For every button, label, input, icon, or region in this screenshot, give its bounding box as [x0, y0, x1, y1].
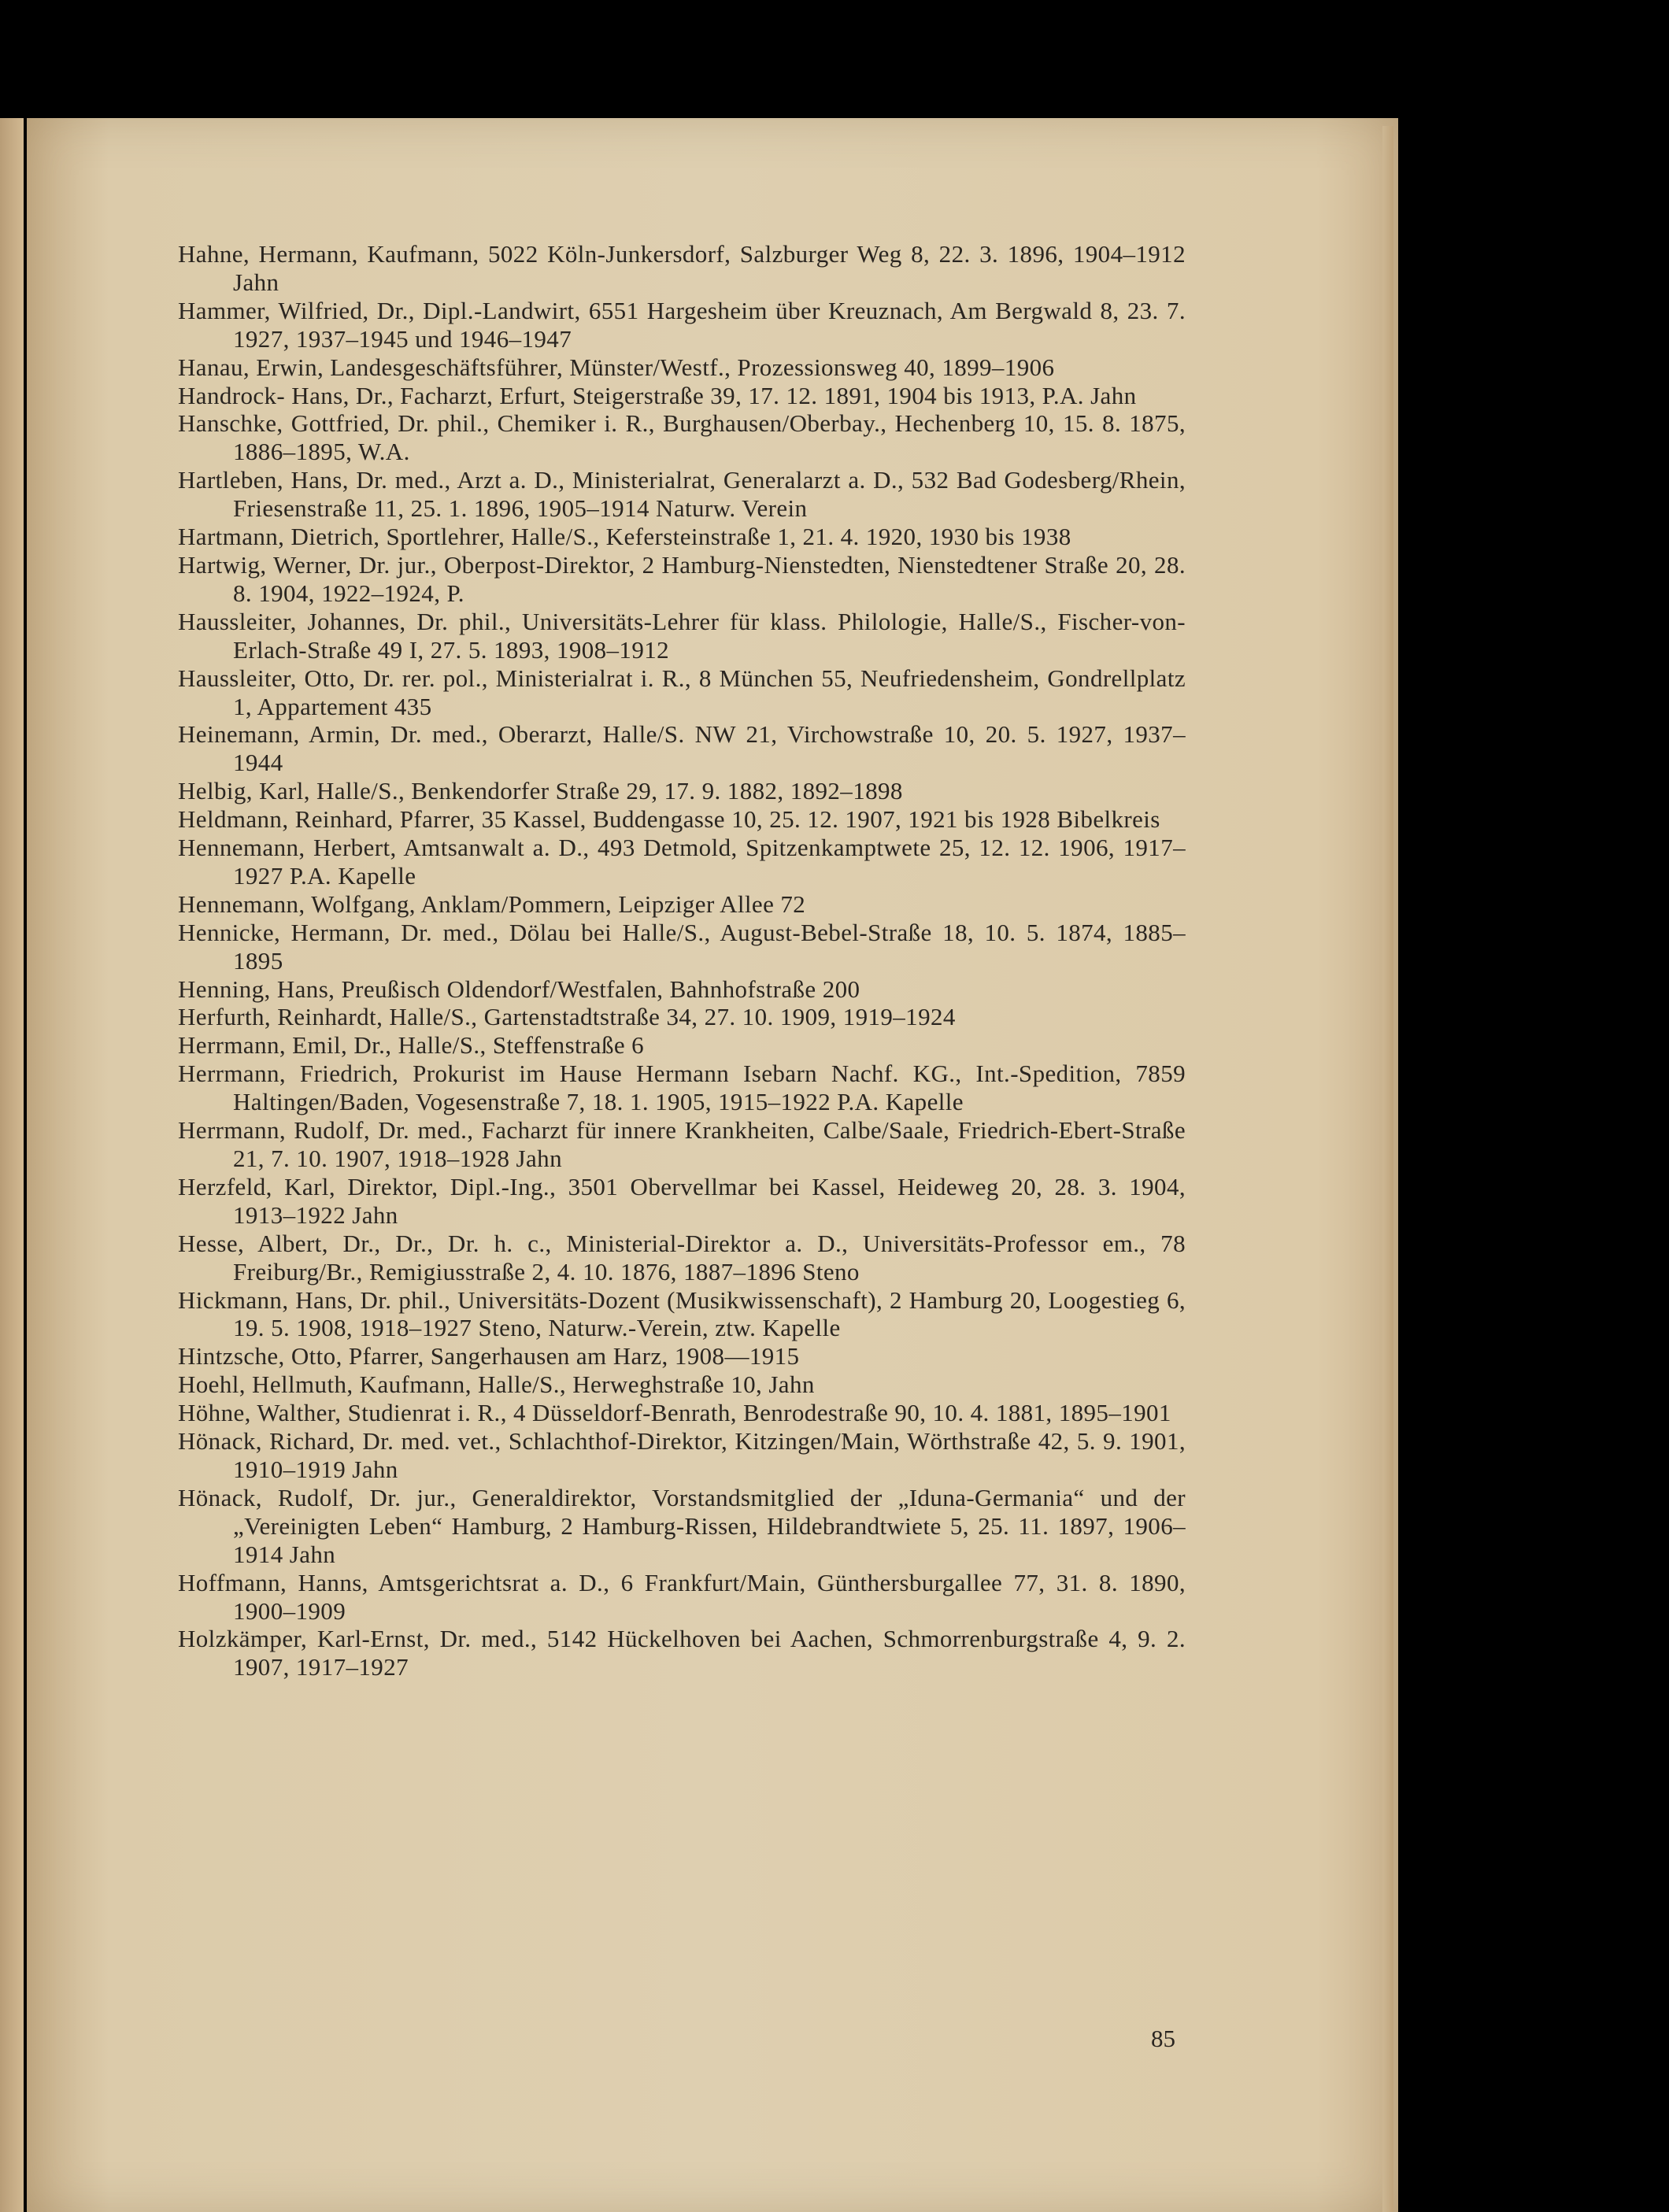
directory-entry: Haussleiter, Otto, Dr. rer. pol., Ministerialrat i. R., 8 München 55, Neufriedensheim, Gondrellplatz 1, Appartement 435 — [178, 664, 1186, 720]
directory-entry: Hartwig, Werner, Dr. jur., Oberpost-Direktor, 2 Hamburg-Nienstedten, Nienstedtener Straße 20, 28. 8. 1904, 1922–1924, P. — [178, 550, 1186, 607]
directory-entry: Henning, Hans, Preußisch Oldendorf/Westfalen, Bahnhofstraße 200 — [178, 975, 860, 1003]
directory-entry: Herrmann, Friedrich, Prokurist im Hause Hermann Isebarn Nachf. KG., Int.-Spedition, 7859 Haltingen/Baden, Vogesenstraße 7, 18. 1. 1905, 1915–1922 P.A. Kapelle — [178, 1060, 1186, 1116]
directory-entry: Hesse, Albert, Dr., Dr., Dr. h. c., Ministerial-Direktor a. D., Universitäts-Professor em., 78 Freiburg/Br., Remigiusstraße 2, 4. 10. 1876, 1887–1896 Steno — [178, 1229, 1186, 1285]
page-fore-edge — [1382, 126, 1393, 2212]
directory-entry: Hennemann, Wolfgang, Anklam/Pommern, Leipziger Allee 72 — [178, 890, 806, 918]
directory-entry: Holzkämper, Karl-Ernst, Dr. med., 5142 Hückelhoven bei Aachen, Schmorrenburgstraße 4, 9. 2. 1907, 1917–1927 — [178, 1625, 1186, 1681]
left-page-edge — [0, 118, 24, 2212]
directory-entry: Hönack, Richard, Dr. med. vet., Schlachthof-Direktor, Kitzingen/Main, Wörthstraße 42, 5. 9. 1901, 1910–1919 Jahn — [178, 1427, 1186, 1483]
directory-entry: Hennicke, Hermann, Dr. med., Dölau bei Halle/S., August-Bebel-Straße 18, 10. 5. 1874, 1885–1895 — [178, 918, 1186, 975]
directory-entry: Hanau, Erwin, Landesgeschäftsführer, Münster/Westf., Prozessionsweg 40, 1899–1906 — [178, 353, 1055, 381]
directory-entry: Hönack, Rudolf, Dr. jur., Generaldirektor, Vorstandsmitglied der „Iduna-Germania“ und der „Vereinigten Leben“ Hamburg, 2 Hamburg-Rissen, Hildebrandtwiete 5, 25. 11. 1897, 1906–1914 Jahn — [178, 1483, 1186, 1568]
directory-entry: Herzfeld, Karl, Direktor, Dipl.-Ing., 3501 Obervellmar bei Kassel, Heideweg 20, 28. 3. 1904, 1913–1922 Jahn — [178, 1172, 1186, 1229]
directory-entry: Herfurth, Reinhardt, Halle/S., Gartenstadtstraße 34, 27. 10. 1909, 1919–1924 — [178, 1003, 956, 1031]
directory-entry: Hennemann, Herbert, Amtsanwalt a. D., 493 Detmold, Spitzenkamptwete 25, 12. 12. 1906, 1917–1927 P.A. Kapelle — [178, 834, 1186, 890]
directory-entry: Haussleiter, Johannes, Dr. phil., Universitäts-Lehrer für klass. Philologie, Halle/S., Fischer-von-Erlach-Straße 49 I, 27. 5. 1893, 1908–1912 — [178, 607, 1186, 664]
directory-entry: Hartleben, Hans, Dr. med., Arzt a. D., Ministerialrat, Generalarzt a. D., 532 Bad Godesberg/Rhein, Friesenstraße 11, 25. 1. 1896, 1905–1914 Naturw. Verein — [178, 466, 1186, 523]
directory-entry: Hickmann, Hans, Dr. phil., Universitäts-Dozent (Musikwissenschaft), 2 Hamburg 20, Loogestieg 6, 19. 5. 1908, 1918–1927 Steno, Naturw.-Verein, ztw. Kapelle — [178, 1285, 1186, 1342]
directory-entry: Helbig, Karl, Halle/S., Benkendorfer Straße 29, 17. 9. 1882, 1892–1898 — [178, 777, 903, 805]
directory-entry: Hammer, Wilfried, Dr., Dipl.-Landwirt, 6551 Hargesheim über Kreuznach, Am Bergwald 8, 23. 7. 1927, 1937–1945 und 1946–1947 — [178, 296, 1186, 353]
directory-entry: Hoehl, Hellmuth, Kaufmann, Halle/S., Herweghstraße 10, Jahn — [178, 1370, 815, 1399]
directory-entry: Hoffmann, Hanns, Amtsgerichtsrat a. D., 6 Frankfurt/Main, Günthersburgallee 77, 31. 8. 1890, 1900–1909 — [178, 1568, 1186, 1625]
directory-entry: Hartmann, Dietrich, Sportlehrer, Halle/S., Kefersteinstraße 1, 21. 4. 1920, 1930 bis 1938 — [178, 523, 1071, 551]
directory-entry: Hintzsche, Otto, Pfarrer, Sangerhausen am Harz, 1908—1915 — [178, 1342, 800, 1370]
directory-entry: Handrock- Hans, Dr., Facharzt, Erfurt, Steigerstraße 39, 17. 12. 1891, 1904 bis 1913, P.A. Jahn — [178, 381, 1137, 409]
page-number: 85 — [1151, 2025, 1175, 2052]
member-directory-list — [178, 240, 1186, 1681]
directory-entry: Heldmann, Reinhard, Pfarrer, 35 Kassel, Buddengasse 10, 25. 12. 1907, 1921 bis 1928 Bibelkreis — [178, 805, 1160, 834]
directory-entry: Hahne, Hermann, Kaufmann, 5022 Köln-Junkersdorf, Salzburger Weg 8, 22. 3. 1896, 1904–1912 Jahn — [178, 240, 1186, 296]
directory-entry: Heinemann, Armin, Dr. med., Oberarzt, Halle/S. NW 21, Virchowstraße 10, 20. 5. 1927, 1937–1944 — [178, 720, 1186, 777]
directory-entry: Herrmann, Emil, Dr., Halle/S., Steffenstraße 6 — [178, 1031, 645, 1060]
directory-entry: Hanschke, Gottfried, Dr. phil., Chemiker i. R., Burghausen/Oberbay., Hechenberg 10, 15. 8. 1875, 1886–1895, W.A. — [178, 409, 1186, 466]
directory-entry: Höhne, Walther, Studienrat i. R., 4 Düsseldorf-Benrath, Benrodestraße 90, 10. 4. 1881, 1895–1901 — [178, 1399, 1171, 1427]
directory-entry: Herrmann, Rudolf, Dr. med., Facharzt für innere Krankheiten, Calbe/Saale, Friedrich-Ebert-Straße 21, 7. 10. 1907, 1918–1928 Jahn — [178, 1116, 1186, 1172]
